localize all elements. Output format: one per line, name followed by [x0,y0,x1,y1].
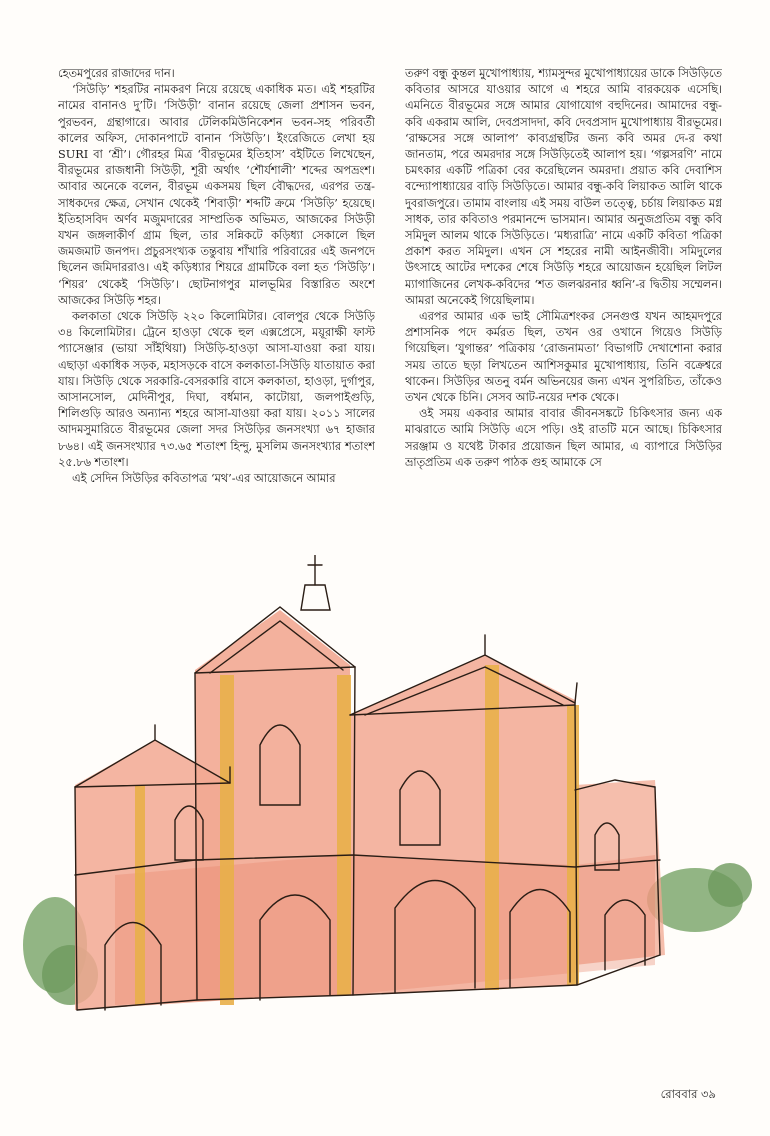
paragraph: এই সেদিন সিউড়ির কবিতাপত্র ‘মথ’-এর আয়োজনে আমার [72,472,336,486]
church-sketch-illustration [15,555,755,1035]
article-column-left [58,66,375,552]
paragraph: এরপর আমার এক ভাই সৌমিত্রশংকর সেনগুপ্ত যখন আহমদপুরে প্রশাসনিক পদে কর্মরত ছিল, তখন ওর ওখানে গিয়েও সিউড়ি গিয়েছিল। ‘যুগান্তর’ পত্রিকায় ‘রোজনামতা’ বিভাগটি দেখাশোনা করার সময় তাতে ছড়া লিখতেন আশিসকুমার মুখোপাধ্যায়, তিনি বক্রেশ্বরে থাকেন। সিউড়ির অতনু বর্মন অভিনয়ের জন্য এখন সুপরিচিত, তাঁকেও তখন থেকে চিনি। সেসব আট-নয়ের দশক থেকে। [405,310,722,405]
paragraph: ‘সিউড়ি’ শহরটির নামকরণ নিয়ে রয়েছে একাধিক মত। এই শহরটির নামের বানানও দু’টি। ‘সিউড়ী’ বানান রয়েছে জেলা প্রশাসন ভবন, পুরভবন, গ্রন্থাগারে। আবার টেলিকমিউনিকেশন ভবন-সহ পরিবর্তী কালের অফিস, দোকানপাটে বানান ‘সিউড়ি’। ইংরেজিতে লেখা হয় SURI বা ‘শ্রী’। গৌরহর মিত্র ‘বীরভূমের ইতিহাস’ বইটিতে লিখেছেন, বীরভূমের রাজধানী সিউড়ী, শূরী অর্থাৎ ‘শৌর্যশালী’ শব্দের অপভ্রংশ। আবার অনেকে বলেন, বীরভূম একসময় ছিল বৌদ্ধদের, এরপর তন্ত্র-সাধকদের ক্ষেত্র, সেখান থেকেই ‘শিবাড়ী’ শব্দটি ক্রমে ‘সিউড়ি’ হয়েছে। ইতিহাসবিদ অর্ণব মজুমদারের সাম্প্রতিক অভিমত, আজকের সিউড়ী যখন জঙ্গলাকীর্ণ গ্রাম ছিল, তার সন্নিকটে কড়িধ্যা সেকালে ছিল জমজমাট জনপদ। প্রচুরসংখ্যক তন্তুবায় শাঁখারি পরিবারের এই জনপদে ছিলেন জমিদাররাও। এই কড়িধ্যার শিয়রে গ্রামটিকে বলা হত ‘সিউড়ি’। ‘শিয়র’ থেকেই ‘সিউড়ি’। ছোটনাগপুর মালভূমির বিস্তারিত অংশে আজকের সিউড়ি শহর। [58,83,375,307]
paragraph: কলকাতা থেকে সিউড়ি ২২০ কিলোমিটার। বোলপুর থেকে সিউড়ি ৩৪ কিলোমিটার। ট্রেনে হাওড়া থেকে হুল এক্সপ্রেসে, ময়ূরাক্ষী ফাস্ট প্যাসেঞ্জার (ভায়া সাঁইথিয়া) সিউড়ি-হাওড়া আসা-যাওয়া করা যায়। এছাড়া একাধিক সড়ক, মহাসড়কে বাসে কলকাতা-সিউড়ি যাতায়াত করা যায়। সিউড়ি থেকে সরকারি-বেসরকারি বাসে কলকাতা, হাওড়া, দুর্গাপুর, আসানসোল, মেদিনীপুর, দিঘা, বর্ধমান, কাটোয়া, জলপাইগুড়ি, শিলিগুড়ি আরও অন্যান্য শহরে আসা-যাওয়া করা যায়। ২০১১ সালের আদমসুমারিতে বীরভূমের জেলা সদর সিউড়ির জনসংখ্যা ৬৭ হাজার ৮৬৪। এই জনসংখ্যার ৭৩.৬৫ শতাংশ হিন্দু, মুসলিম জনসংখ্যার শতাংশ ২৫.৮৬ শতাংশ। [58,310,375,469]
paragraph: তরুণ বন্ধু কুন্তল মুখোপাধ্যায়, শ্যামসুন্দর মুখোপাধ্যায়ের ডাকে সিউড়িতে কবিতার আসরে যাওয়ার আগে এ শহরে আমি বারকয়েক এসেছি। এমনিতে বীরভূমের সঙ্গে আমার যোগাযোগ বহুদিনের। আমাদের বন্ধু-কবি একরাম আলি, দেবপ্রসাদদা, কবি দেবপ্রসাদ মুখোপাধ্যায় বীরভূমের। ‘রাক্ষসের সঙ্গে আলাপ’ কাব্যগ্রন্থটির জন্য কবি অমর দে-র কথা জানতাম, পরে অমরদার সঙ্গে সিউড়িতেই আলাপ হয়। ‘গল্পসরণি’ নামে চমৎকার একটি পত্রিকা বের করেছিলেন অমরদা। প্রয়াত কবি দেবাশিস বন্দ্যোপাধ্যায়ের বাড়ি সিউড়িতে। আমার বন্ধু-কবি লিয়াকত আলি থাকে দুবরাজপুরে। তামাম বাংলায় এই সময় বাউল তত্ত্বে, চর্চায় লিয়াকত মগ্ন সাধক, তার কবিতাও পরমানন্দে ভাসমান। আমার অনুজপ্রতিম বন্ধু কবি সমিদুল আলম থাকে সিউড়িতে। ‘মধ্যরাত্রি’ নামে একটি কবিতা পত্রিকা প্রকাশ করত সমিদুল। এখন সে শহরের নামী আইনজীবী। সমিদুলের উৎসাহে আটের দশকের শেষে সিউড়ি শহরে আয়োজন হয়েছিল লিটল ম্যাগাজিনের লেখক-কবিদের ‘শত জলঝরনার ধ্বনি’-র দ্বিতীয় সম্মেলন। আমরা অনেকেই গিয়েছিলাম। [405,67,722,307]
article-column-right [405,66,722,552]
paragraph: হেতমপুরের রাজাদের দান। [58,67,175,80]
article-body [58,66,722,552]
page-footer-label: রোববার ৩৯ [660,1087,716,1101]
paragraph: ওই সময় একবার আমার বাবার জীবনসঙ্কটে চিকিৎসার জন্য এক মাঝরাতে আমি সিউড়ি এসে পড়ি। ওই রাতটি মনে আছে। চিকিৎসার সরঞ্জাম ও যথেষ্ট টাকার প্রয়োজন ছিল আমার, এ ব্যাপারে সিউড়ির ভ্রাতৃপ্রতিম এক তরুণ পাঠক গুহ আমাকে সে [405,407,722,469]
church-sketch-svg [15,555,755,1035]
